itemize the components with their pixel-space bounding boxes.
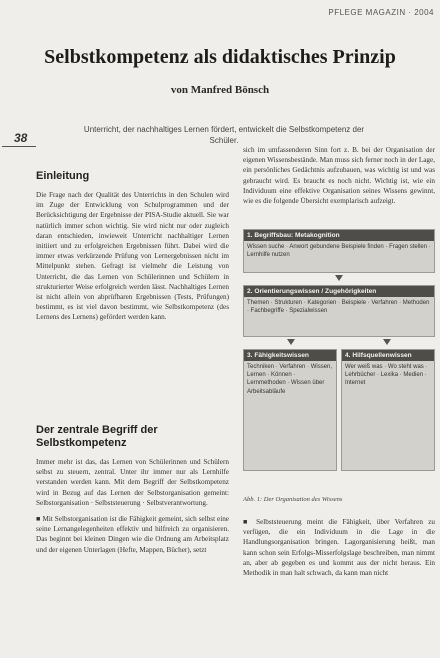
right-column-lower — [243, 517, 435, 578]
arrow-down-icon — [335, 275, 343, 281]
diagram-box-4-body: Wer weiß was · Wo steht was · Lehrbücher · Lexika · Medien · Internet — [345, 364, 428, 387]
diagram-box-3-head: 3. Fähigkeitswissen — [244, 350, 336, 361]
concept-paragraph: Immer mehr ist das, das Lernen von Schülerinnen und Schülern selbst zu steuern, zentral. Unter ihr immer nur als Lernhilfe verstanden werden kann. Mit dem Begriff der Selbstkompetenz wird in Bezug auf das Lernen der Selbstorganisation gemeint: Selbstorganisation · Selbststeuerung · Selbstverantwortung. — [36, 458, 229, 507]
bullet-square-icon: ■ — [243, 518, 257, 526]
right-paragraph-2-text: Selbststeuerung meint die Fähigkeit, über Verfahren zu verfügen, die ein Individuum in die Lage in die Handlungsorganisation bringen. Lagorganisierung heißt, man kann schon sein Erfolgs-Misserfolgslage beschreiben, man nimmt an, aber ab gegeben es und kommt aus der nicht heraus. Ein Methodik in man halt schwach, da kann man nicht — [243, 518, 436, 578]
knowledge-diagram — [243, 229, 440, 477]
arrow-down-icon — [287, 339, 295, 345]
intro-heading: Einleitung — [36, 170, 90, 182]
diagram-box-3 — [243, 349, 337, 471]
diagram-box-1 — [243, 229, 435, 273]
diagram-box-4 — [341, 349, 435, 471]
right-paragraph-2 — [243, 517, 435, 578]
arrow-down-icon — [383, 339, 391, 345]
page-number: 38 — [14, 131, 28, 145]
diagram-box-4-head: 4. Hilfsquellenwissen — [342, 350, 434, 361]
right-column — [243, 145, 435, 206]
concept-section — [36, 424, 229, 555]
bullet-text: Mit Selbstorganisation ist die Fähigkeit gemeint, sich selbst eine seine Lernangelegenheiten effektiv und hilfreich zu organisieren. Das beginnt bei kleinen Dingen wie die Ordnung am Arbeitsplatz und der eigenen Unterlagen (Hefte, Mappen, Bücher), setzt — [36, 515, 230, 554]
intro-paragraph: Die Frage nach der Qualität des Unterrichts in den Schulen wird im Zuge der Entwicklung von Schulprogrammen und der Berücksichtigung der Ergebnisse der PISA-Studie aktuell. Sie war natürlich immer schon wichtig. Sie wird nicht nur oder zugleich daran entschieden, inwieweit Unterricht nachhaltiger Lernen initiiert und zu erfolgreichen Ergebnissen führt. Dabei wird die immer etwas verkürzende Prüfung von Lernergebnissen nicht im Mittelpunkt stehen. Gefragt ist vielmehr die Leistung von Unterricht, die das Lernen von Schülerinnen und Schülern in strukturierter Weise erfolgreich werden lässt. Nachhaltiges Lernen ist nicht allein von abprüfbaren Ergebnissen (Tests, Prüfungen) bestimmt, es ist viel davon bestimmt, wie Selbstkompetenz (des Lernens des Lernens) gefördert werden kann. — [36, 191, 229, 322]
article-lead: Unterricht, der nachhaltiges Lernen fördert, entwickelt die Selbstkompetenz der Schüler. — [83, 125, 365, 145]
running-head: PFLEGE MAGAZIN · 2004 — [328, 8, 434, 17]
diagram-box-1-body: Wissen suche · Anwort gebundene Beispiele finden · Fragen stellen · Lernhilfe nutzen — [247, 244, 431, 259]
article-author: von Manfred Bönsch — [170, 84, 270, 96]
diagram-box-2 — [243, 285, 435, 337]
diagram-box-2-head: 2. Orientierungswissen / Zugehörigkeiten — [244, 286, 434, 297]
diagram-caption: Abb. 1: Der Organisation des Wissens — [243, 496, 343, 503]
left-column — [36, 170, 229, 323]
diagram-box-3-body: Techniken · Verfahren · Wissen, Lernen · Können · Lernmethoden · Wissen über Arbeitsabläufe — [247, 364, 333, 395]
bullet-paragraph — [36, 514, 229, 555]
right-paragraph: sich im umfassenderen Sinn fort z. B. bei der Organisation der eigenen Wissensbestände. Man muss sich ferner noch in der Lage, ein persönliches Gedächtnis aufzubauen, was wichtig ist und was gebraucht wird. Es braucht es noch nicht. Wichtig ist, wie ein Individuum eine effektive Organisation seines Wissens gewinnt, wie es die folgende Übersicht exemplarisch aufzeigt. — [243, 146, 435, 206]
diagram-box-1-head: 1. Begriffsbau: Metakognition — [244, 230, 434, 241]
concept-heading: Der zentrale Begriff der Selbstkompetenz — [36, 424, 158, 449]
article-title: Selbstkompetenz als didaktisches Prinzip — [44, 46, 396, 68]
bullet-square-icon: ■ — [36, 515, 43, 524]
diagram-box-2-body: Themen · Strukturen · Kategorien · Beispiele · Verfahren · Methoden · Fachbegriffe · Spezialwissen — [247, 300, 430, 315]
page-number-rule — [2, 146, 36, 147]
